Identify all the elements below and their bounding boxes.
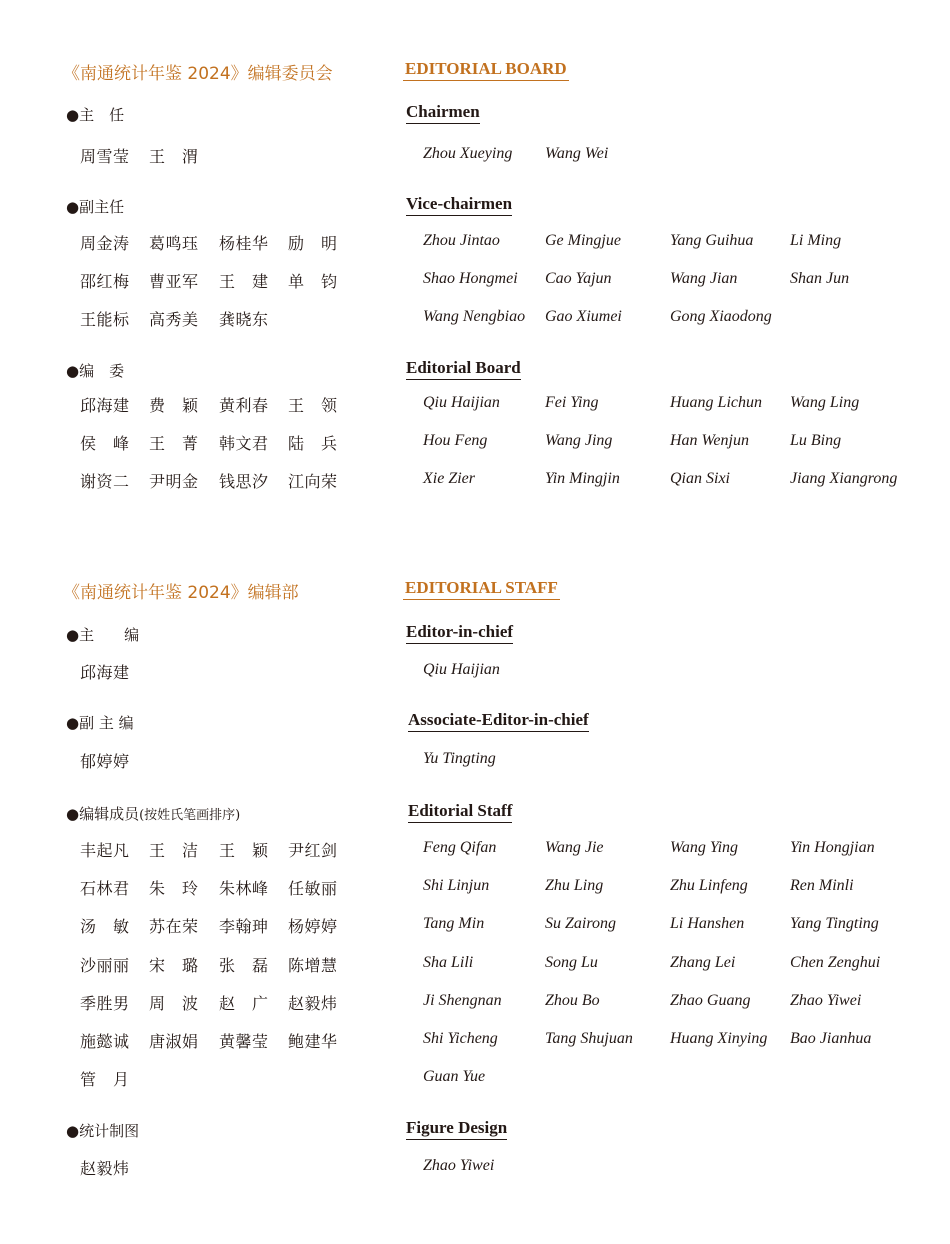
member-name-en: Sha Lili bbox=[423, 953, 474, 971]
member-name-cn: 赵毅炜 bbox=[80, 1159, 130, 1178]
section-heading-cn-text: ●主 编 bbox=[66, 626, 140, 644]
member-name-cn: 赵毅炜 bbox=[288, 993, 338, 1013]
member-name-cn: 王 渭 bbox=[149, 147, 199, 166]
member-name-cn: 王 建 bbox=[219, 272, 269, 292]
member-name-cn: 沙丽丽 bbox=[80, 955, 130, 975]
staff-en-title: EDITORIAL STAFF bbox=[403, 578, 560, 600]
section-heading-cn-text: ●副 主 编 bbox=[66, 714, 134, 732]
member-name-en: Yin Hongjian bbox=[790, 839, 875, 856]
section-heading-cn bbox=[66, 712, 134, 733]
member-name-en: Tang Shujuan bbox=[545, 1030, 633, 1047]
member-name-cn: 费 颖 bbox=[149, 396, 199, 415]
member-name-en: Chen Zenghui bbox=[790, 953, 881, 971]
section-heading-en: Figure Design bbox=[406, 1118, 507, 1140]
member-name-en: Zhang Lei bbox=[670, 953, 736, 971]
member-name-en: Xie Zier bbox=[423, 470, 475, 488]
member-name-en: Li Ming bbox=[790, 232, 842, 249]
member-name-en: Yang Tingting bbox=[790, 915, 879, 933]
member-name-en: Zhao Yiwei bbox=[790, 991, 862, 1009]
member-name-en: Zhu Ling bbox=[545, 877, 604, 895]
member-name-cn: 江向荣 bbox=[288, 472, 338, 492]
member-name-en: Wang Wei bbox=[545, 145, 609, 162]
member-name-en: Jiang Xiangrong bbox=[790, 470, 898, 488]
section-heading-en: Vice-chairmen bbox=[406, 194, 512, 216]
member-name-en: Han Wenjun bbox=[670, 432, 749, 450]
member-name-cn: 鲍建华 bbox=[288, 1032, 338, 1051]
member-name-en: Shi Yicheng bbox=[423, 1030, 498, 1047]
member-name-cn: 施懿诚 bbox=[80, 1032, 130, 1051]
member-name-cn: 周金涛 bbox=[80, 234, 130, 253]
section-heading-cn bbox=[66, 1120, 139, 1141]
member-name-cn: 葛鸣珏 bbox=[149, 234, 199, 253]
board-cn-title: 《南通统计年鉴 2024》编辑委员会 bbox=[63, 64, 333, 84]
member-name-en: Tang Min bbox=[423, 915, 485, 933]
member-name-en: Qian Sixi bbox=[670, 470, 730, 488]
member-name-cn: 黄利春 bbox=[219, 396, 269, 415]
member-name-en: Zhu Linfeng bbox=[670, 877, 748, 895]
section-heading-cn-text: ●编辑成员 bbox=[66, 805, 140, 823]
member-name-en: Wang Jing bbox=[545, 432, 613, 450]
member-name-cn: 尹明金 bbox=[149, 472, 199, 492]
member-name-cn: 季胜男 bbox=[80, 993, 130, 1013]
member-name-cn: 邱海建 bbox=[80, 396, 130, 415]
member-name-cn: 尹红剑 bbox=[288, 841, 338, 860]
member-name-en: Zhou Jintao bbox=[423, 232, 500, 249]
member-name-cn: 励 明 bbox=[288, 234, 338, 253]
member-name-cn: 郁婷婷 bbox=[80, 752, 130, 771]
member-name-cn: 唐淑娟 bbox=[149, 1032, 199, 1051]
member-name-en: Zhou Xueying bbox=[423, 145, 513, 162]
member-name-en: Hou Feng bbox=[423, 432, 488, 450]
section-heading-cn bbox=[66, 624, 139, 645]
member-name-en: Yu Tingting bbox=[423, 750, 496, 767]
section-heading-note: (按姓氏笔画排序) bbox=[139, 808, 241, 823]
member-name-cn: 王能标 bbox=[80, 310, 130, 330]
section-heading-cn bbox=[66, 104, 124, 125]
member-name-cn: 杨桂华 bbox=[219, 234, 269, 253]
member-name-cn: 任敏丽 bbox=[288, 879, 338, 899]
member-name-cn: 王 菁 bbox=[149, 434, 199, 454]
member-name-cn: 杨婷婷 bbox=[288, 917, 338, 937]
member-name-cn: 陆 兵 bbox=[288, 434, 338, 454]
member-name-cn: 赵 广 bbox=[219, 993, 269, 1013]
section-heading-cn bbox=[66, 803, 240, 824]
section-heading-cn-text: ●主 任 bbox=[66, 106, 125, 124]
section-heading-cn bbox=[66, 360, 124, 381]
member-name-cn: 王 洁 bbox=[149, 841, 199, 860]
section-heading-en: Editorial Board bbox=[406, 358, 521, 380]
member-name-en: Yin Mingjin bbox=[545, 470, 620, 488]
member-name-en: Qiu Haijian bbox=[423, 394, 500, 411]
member-name-en: Fei Ying bbox=[545, 394, 599, 411]
member-name-en: Ren Minli bbox=[790, 877, 854, 895]
member-name-cn: 高秀美 bbox=[149, 310, 199, 330]
member-name-cn: 钱思汐 bbox=[219, 472, 269, 492]
member-name-en: Zhao Yiwei bbox=[423, 1157, 495, 1174]
member-name-cn: 石林君 bbox=[80, 879, 130, 899]
section-heading-cn-text: ●副主任 bbox=[66, 198, 125, 216]
member-name-en: Zhou Bo bbox=[545, 991, 600, 1009]
section-heading-en: Editor-in-chief bbox=[406, 622, 513, 644]
member-name-cn: 曹亚军 bbox=[149, 272, 199, 292]
member-name-cn: 陈增慧 bbox=[288, 955, 338, 975]
member-name-en: Bao Jianhua bbox=[790, 1030, 872, 1047]
member-name-en: Huang Xinying bbox=[670, 1030, 768, 1047]
member-name-en: Wang Jian bbox=[670, 270, 738, 288]
member-name-cn: 朱 玲 bbox=[149, 879, 199, 899]
member-name-cn: 王 领 bbox=[288, 396, 338, 415]
member-name-cn: 汤 敏 bbox=[80, 917, 130, 937]
member-name-cn: 朱林峰 bbox=[219, 879, 269, 899]
member-name-cn: 侯 峰 bbox=[80, 434, 130, 454]
section-heading-en: Editorial Staff bbox=[408, 801, 512, 823]
member-name-en: Song Lu bbox=[545, 953, 598, 971]
member-name-en: Gong Xiaodong bbox=[670, 308, 772, 326]
member-name-cn: 苏在荣 bbox=[149, 917, 199, 937]
member-name-en: Zhao Guang bbox=[670, 991, 751, 1009]
member-name-cn: 管 月 bbox=[80, 1070, 130, 1090]
member-name-en: Gao Xiumei bbox=[545, 308, 622, 326]
member-name-cn: 邱海建 bbox=[80, 663, 130, 682]
member-name-cn: 单 钧 bbox=[288, 272, 338, 292]
member-name-en: Qiu Haijian bbox=[423, 661, 500, 678]
member-name-cn: 黄馨莹 bbox=[219, 1032, 269, 1051]
staff-cn-title: 《南通统计年鉴 2024》编辑部 bbox=[63, 583, 299, 603]
member-name-en: Wang Nengbiao bbox=[423, 308, 526, 326]
member-name-cn: 周 波 bbox=[149, 993, 199, 1013]
member-name-en: Lu Bing bbox=[790, 432, 842, 450]
member-name-en: Cao Yajun bbox=[545, 270, 612, 288]
member-name-en: Shan Jun bbox=[790, 270, 850, 288]
member-name-en: Huang Lichun bbox=[670, 394, 762, 411]
member-name-en: Guan Yue bbox=[423, 1068, 486, 1086]
member-name-en: Yang Guihua bbox=[670, 232, 754, 249]
member-name-en: Shi Linjun bbox=[423, 877, 490, 895]
member-name-en: Li Hanshen bbox=[670, 915, 745, 933]
member-name-en: Feng Qifan bbox=[423, 839, 497, 856]
section-heading-en: Associate-Editor-in-chief bbox=[408, 710, 589, 732]
section-heading-cn-text: ●统计制图 bbox=[66, 1122, 140, 1140]
member-name-en: Wang Ling bbox=[790, 394, 860, 411]
member-name-cn: 周雪莹 bbox=[80, 147, 130, 166]
member-name-cn: 龚晓东 bbox=[219, 310, 269, 330]
member-name-cn: 张 磊 bbox=[219, 955, 269, 975]
section-heading-cn bbox=[66, 196, 124, 217]
section-heading-cn-text: ●编 委 bbox=[66, 362, 125, 380]
member-name-cn: 丰起凡 bbox=[80, 841, 130, 860]
member-name-en: Wang Ying bbox=[670, 839, 739, 856]
member-name-en: Ge Mingjue bbox=[545, 232, 621, 249]
section-heading-en: Chairmen bbox=[406, 102, 480, 124]
member-name-cn: 邵红梅 bbox=[80, 272, 130, 292]
member-name-cn: 谢资二 bbox=[80, 472, 130, 492]
member-name-en: Shao Hongmei bbox=[423, 270, 518, 288]
board-en-title: EDITORIAL BOARD bbox=[403, 59, 569, 81]
member-name-cn: 王 颖 bbox=[219, 841, 269, 860]
member-name-en: Wang Jie bbox=[545, 839, 604, 856]
member-name-cn: 李翰珅 bbox=[219, 917, 269, 937]
member-name-cn: 韩文君 bbox=[219, 434, 269, 454]
member-name-en: Su Zairong bbox=[545, 915, 616, 933]
member-name-en: Ji Shengnan bbox=[423, 991, 502, 1009]
member-name-cn: 宋 璐 bbox=[149, 955, 199, 975]
